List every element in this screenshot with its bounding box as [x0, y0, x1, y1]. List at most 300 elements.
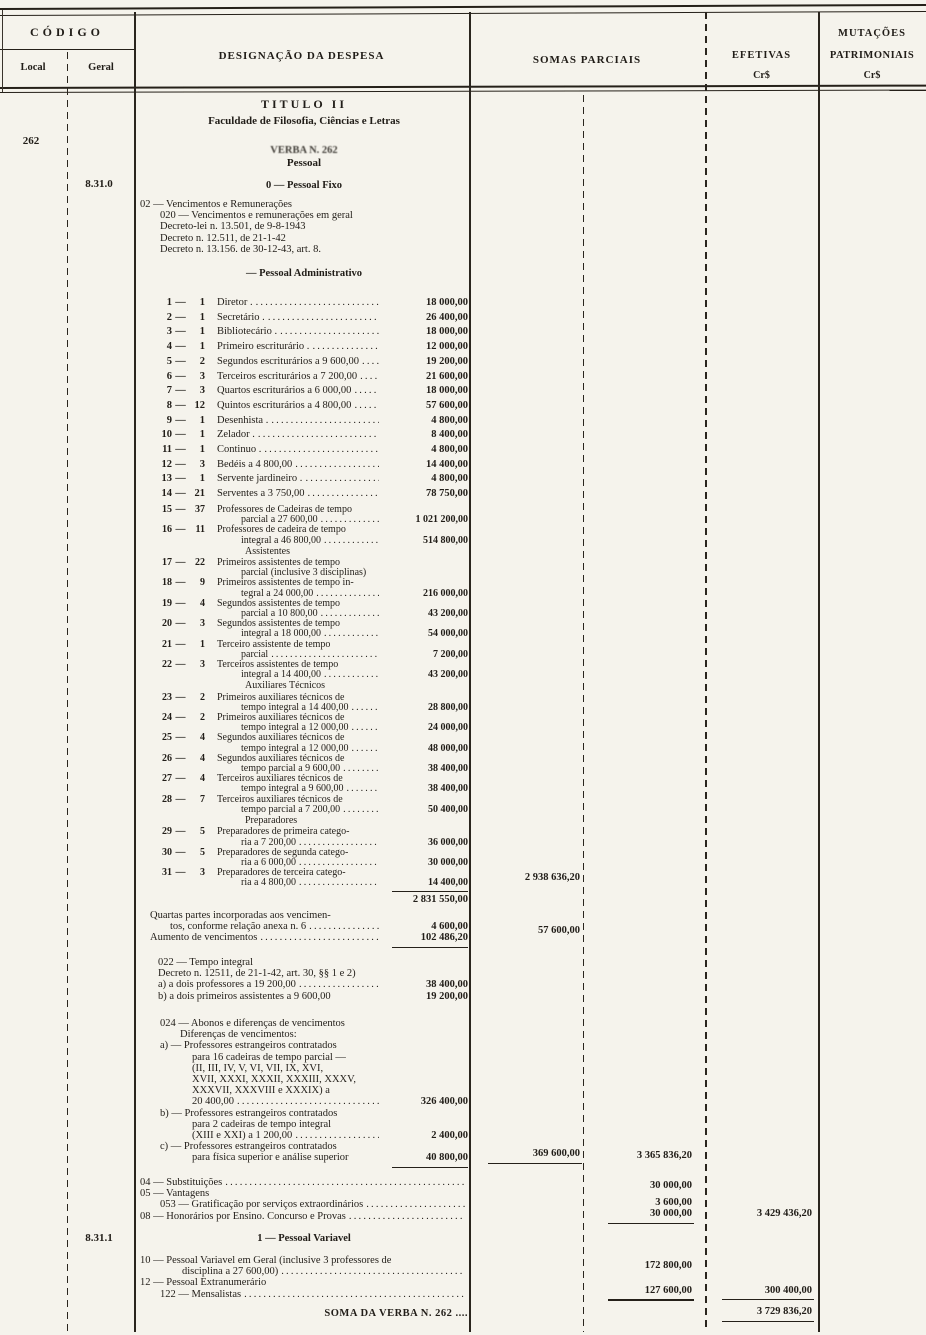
staff-row-number: 7 — 3	[155, 384, 209, 399]
staff-row	[155, 774, 468, 794]
staff-row-qty: 4	[200, 732, 205, 744]
header-rule-outer	[0, 85, 926, 89]
staff-row-label: Terceiros assistentes de tempo	[217, 659, 339, 671]
staff-row-qty: 1	[199, 326, 205, 338]
staff-row-qty: 1	[199, 297, 205, 308]
section-022-decreto: Decreto n. 12511, de 21-1-42, art. 30, §§ 1 e 2)	[158, 968, 356, 980]
dot-leader	[280, 325, 379, 340]
staff-row-label: Desenhista .	[217, 414, 269, 426]
staff-row-label2: parcial a 27 600,00	[241, 514, 318, 526]
staff-row	[155, 827, 468, 847]
section-022-heading: 022 — Tempo integral	[158, 957, 254, 968]
staff-row	[155, 443, 468, 458]
header-mutacoes-currency: Cr$	[863, 70, 881, 81]
somas-a-rule	[488, 1163, 582, 1164]
staff-row	[155, 578, 468, 598]
staff-row-amount: 78 750,00	[426, 488, 468, 500]
staff-row	[155, 399, 468, 414]
section-024-a1: a) — Professores estrangeiros contratados	[160, 1040, 337, 1052]
staff-row-label: Secretário .	[217, 311, 265, 323]
dot-leader	[299, 979, 379, 990]
staff-row	[155, 558, 468, 578]
staff-row-amount: 19 200,00	[426, 355, 468, 367]
efetivas-total-amount: 3 729 836,20	[756, 1306, 812, 1317]
staff-row-label2: ria a 4 800,00	[241, 877, 296, 889]
staff-row-number: 25 — 4	[162, 732, 205, 744]
somas-024-amount: 369 600,00	[532, 1148, 580, 1159]
code-geral-8311: 8.31.1	[85, 1232, 113, 1244]
dot-leader	[366, 1199, 465, 1210]
row-08-label: 08 — Honorários por Ensino. Concurso e Provas	[140, 1210, 346, 1222]
section-024-c2: para física superior e análise superior	[192, 1152, 349, 1164]
staff-row-number: 6 — 3	[155, 370, 209, 385]
top-rule-outer	[0, 4, 926, 10]
section-024-amount-c: 40 800,00	[426, 1152, 468, 1164]
staff-row-amount: 28 800,00	[428, 701, 468, 713]
staff-row-label: Segundos auxiliares técnicos de	[217, 732, 345, 744]
dot-leader	[264, 443, 379, 458]
staff-row-qty: 5	[200, 846, 205, 858]
staff-row-label: Primeiros assistentes de tempo in-	[217, 577, 354, 589]
header-rule-inner	[0, 90, 926, 93]
faculdade-heading: Faculdade de Filosofia, Ciências e Letras	[208, 115, 400, 127]
dot-leader	[244, 1289, 465, 1300]
dot-leader	[281, 1266, 465, 1277]
section-020-heading: 020 — Vencimentos e remunerações em geral	[160, 210, 353, 222]
staff-row-label: Serventes a 3 750,00	[217, 488, 305, 500]
somas-122-amount: 127 600,00	[644, 1285, 692, 1296]
row-122-label: 122 — Mensalistas	[160, 1288, 242, 1300]
efetivas-mutacoes-divider	[818, 12, 820, 1332]
staff-row-number: 1 — 1	[155, 296, 209, 311]
section-024	[160, 1018, 468, 1164]
somas-10-amount: 172 800,00	[644, 1260, 692, 1271]
row-12-label: 12 — Pessoal Extranumerário	[140, 1277, 267, 1289]
section-024-b3: (XIII e XXI) a 1 200,00	[192, 1130, 293, 1142]
staff-row-number: 12 — 3	[155, 458, 209, 473]
quartas-rule	[392, 947, 468, 948]
code-geral-8310: 8.31.0	[85, 178, 113, 190]
dot-leader	[354, 384, 379, 399]
staff-row-label: Professores de Cadeiras de tempo	[217, 504, 352, 515]
header-local: Local	[20, 62, 46, 73]
efetivas-fixo-amount: 3 429 436,20	[756, 1208, 812, 1219]
staff-row-label: Preparadores de primeira catego-	[217, 826, 350, 838]
staff-row-label: Continuo .	[217, 444, 262, 456]
somas-b-rule-2	[608, 1299, 694, 1301]
code-local-262: 262	[22, 135, 40, 147]
row-053-label: 053 — Gratificação por serviços extraordinários	[160, 1199, 364, 1211]
staff-row-qty: 4	[200, 752, 205, 764]
dot-leader	[346, 784, 379, 794]
staff-row-label2: parcial a 10 800,00	[241, 608, 318, 620]
section-variavel	[140, 1255, 468, 1300]
dot-leader	[343, 805, 379, 815]
staff-row-amount: 7 200,00	[433, 648, 468, 660]
staff-row-qty: 3	[200, 659, 205, 671]
staff-row-amount: 4 800,00	[431, 414, 468, 426]
staff-row-label2: integral a 18 000,00	[241, 628, 321, 640]
staff-row	[155, 296, 468, 311]
staff-row	[155, 311, 468, 326]
dot-leader	[312, 340, 379, 355]
staff-row	[155, 525, 468, 545]
staff-row-qty: 7	[200, 793, 205, 805]
staff-row-label: Terceiros auxiliares técnicos de	[217, 793, 343, 805]
staff-row-number: 22 — 3	[162, 659, 205, 671]
aumento-amount: 102 486,20	[420, 932, 468, 944]
staff-row	[155, 487, 468, 502]
dot-leader	[237, 1096, 379, 1107]
header-mutacoes-line2: PATRIMONIAIS	[829, 50, 915, 61]
dot-leader	[343, 764, 379, 774]
staff-row	[155, 414, 468, 429]
staff-row	[155, 458, 468, 473]
staff-row-number: 23 — 2	[162, 691, 205, 703]
staff-group-label: Preparadores	[245, 815, 298, 827]
row-10-line1: 10 — Pessoal Variavel em Geral (inclusive 3 professores de	[140, 1255, 392, 1266]
staff-row	[155, 505, 468, 525]
staff-row-qty: 37	[195, 504, 205, 515]
section-024-a6: 20 400,00	[192, 1096, 234, 1108]
staff-row-label2: integral a 14 400,00	[241, 669, 321, 681]
staff-row-label2: tempo parcial a 9 600,00	[241, 763, 341, 775]
dot-leader	[360, 370, 379, 385]
somas-inner-divider	[583, 95, 584, 1332]
dot-leader	[351, 703, 379, 713]
staff-row-amount: 26 400,00	[426, 311, 468, 323]
staff-row-label: Zelador .	[217, 429, 255, 441]
codigo-designacao-divider	[134, 12, 136, 1332]
staff-row	[155, 355, 468, 370]
staff-row-label: Bedéis a 4 800,00	[217, 458, 293, 470]
section-022-item-a: a) a dois professores a 19 200,00	[158, 979, 296, 991]
staff-row-qty: 5	[200, 826, 205, 838]
staff-row-label2: ria a 7 200,00	[241, 836, 296, 848]
staff-row-qty: 1	[199, 341, 205, 353]
staff-row-label: Primeiro escriturário .	[217, 341, 310, 353]
row-04-label: 04 — Substituições	[140, 1177, 223, 1188]
section-022-item-b: b) a dois primeiros assistentes a 9 600,00	[158, 990, 331, 1002]
decreto-2: Decreto n. 12.511, de 21-1-42	[160, 232, 286, 244]
staff-row-label: Preparadores de segunda catego-	[217, 846, 349, 858]
staff-row-qty: 4	[200, 597, 205, 609]
staff-row	[155, 428, 468, 443]
staff-row-amount: 18 000,00	[426, 385, 468, 397]
left-edge-rule	[2, 10, 3, 92]
staff-row-number: 20 — 3	[162, 618, 205, 630]
pessoal-variavel-heading: 1 — Pessoal Variavel	[257, 1233, 351, 1244]
staff-row-number: 16 — 11	[162, 524, 205, 536]
somas-053-amount: 3 600,00	[655, 1197, 692, 1208]
staff-row-label: Primeiros auxiliares técnicos de	[217, 691, 345, 703]
staff-row-label: Segundos assistentes de tempo	[217, 618, 341, 630]
staff-row-label: Quartos escriturários a 6 000,00	[217, 385, 352, 397]
staff-row-qty: 3	[200, 618, 205, 630]
staff-row-amount: 4 800,00	[431, 473, 468, 485]
staff-row-qty: 4	[200, 773, 205, 785]
section-02-heading: 02 — Vencimentos e Remunerações	[140, 199, 293, 210]
staff-row	[155, 713, 468, 733]
staff-row-qty: 1	[199, 473, 205, 485]
dot-leader	[305, 472, 379, 487]
staff-row-amount: 18 000,00	[426, 297, 468, 308]
staff-row-qty: 3	[199, 385, 205, 397]
section-022-amount-a: 38 400,00	[426, 979, 468, 991]
row-05-label: 05 — Vantagens	[140, 1188, 210, 1200]
staff-row-qty: 3	[199, 370, 205, 382]
staff-row-number: 31 — 3	[162, 867, 205, 879]
header-somas-parciais: SOMAS PARCIAIS	[532, 54, 642, 66]
staff-row-label2: tempo integral a 12 000,00	[241, 722, 349, 734]
staff-row-label2: tegral a 24 000,00	[241, 587, 314, 599]
staff-row-number: 28 — 7	[162, 793, 205, 805]
staff-row-label: Quintos escriturários a 4 800,00	[217, 399, 352, 411]
header-efetivas-currency: Cr$	[753, 70, 770, 81]
staff-row-number: 29 — 5	[162, 826, 205, 838]
staff-row-label2: tempo integral a 9 600,00	[241, 783, 344, 795]
staff-row-label: Segundos assistentes de tempo	[217, 597, 341, 609]
staff-list-admin	[155, 296, 468, 502]
dot-leader	[271, 414, 379, 429]
staff-row-amount: 43 200,00	[428, 608, 468, 620]
staff-row-label: Bibliotecário .	[217, 326, 278, 338]
dot-leader	[260, 932, 379, 943]
dot-leader	[362, 355, 379, 370]
staff-row-number: 2 — 1	[155, 311, 209, 326]
somas-fixo-amount: 2 938 636,20	[524, 872, 580, 883]
staff-row-label: Terceiros escriturários a 7 200,00	[217, 370, 358, 382]
staff-row-qty: 1	[200, 638, 205, 650]
dot-leader	[324, 670, 379, 680]
staff-row-label: Diretor .	[217, 297, 253, 308]
section-02	[140, 199, 468, 255]
top-rule-inner	[0, 11, 926, 16]
section-022	[158, 957, 468, 1002]
section-024-b2: para 2 cadeiras de tempo integral	[192, 1118, 332, 1130]
header-mutacoes-line1: MUTAÇÕES	[838, 28, 906, 39]
staff-row-qty: 2	[200, 712, 205, 724]
staff-row-number: 4 — 1	[155, 340, 209, 355]
dot-leader	[324, 629, 379, 639]
dot-leader	[324, 536, 379, 546]
soma-da-verba-label: SOMA DA VERBA N. 262 ....	[324, 1308, 468, 1319]
staff-row-number: 5 — 2	[155, 355, 209, 370]
staff-row-label: Servente jardineiro .	[217, 473, 303, 485]
staff-row-amount: 14 400,00	[428, 877, 468, 889]
staff-row-amount: 1 021 200,00	[415, 514, 468, 526]
staff-row-amount: 24 000,00	[428, 722, 468, 734]
somas-aumento-amount: 57 600,00	[538, 925, 580, 936]
staff-row-qty: 22	[195, 557, 205, 569]
somas-b-rule-1	[608, 1223, 694, 1224]
decreto-1: Decreto-lei n. 13.501, de 9-8-1943	[160, 221, 306, 233]
staff-row-amount: 514 800,00	[423, 534, 468, 546]
staff-row-number: 18 — 9	[162, 577, 205, 589]
dot-leader	[354, 399, 379, 414]
staff-row-qty: 3	[199, 458, 205, 470]
dot-leader	[299, 878, 379, 888]
staff-row-label2: tempo integral a 14 400,00	[241, 701, 349, 713]
staff-row-amount: 30 000,00	[428, 856, 468, 868]
staff-row-label: Preparadores de terceira catego-	[217, 867, 346, 879]
staff-row	[155, 693, 468, 713]
dot-leader	[295, 458, 379, 473]
staff-row-label: Primeiros auxiliares técnicos de	[217, 712, 345, 724]
staff-row	[155, 370, 468, 385]
section-024-amount-a: 326 400,00	[420, 1096, 468, 1108]
staff-row-number: 10 — 1	[155, 428, 209, 443]
aumento-label: Aumento de vencimentos	[150, 932, 258, 944]
header-codigo: CÓDIGO	[29, 25, 104, 39]
dot-leader	[268, 311, 379, 326]
staff-row	[155, 325, 468, 340]
staff-row-qty: 1	[199, 444, 205, 456]
staff-row-amount: 36 000,00	[428, 836, 468, 848]
staff-row	[155, 733, 468, 753]
dot-leader	[256, 296, 379, 311]
staff-row	[155, 795, 468, 815]
pessoal-fixo-heading: 0 — Pessoal Fixo	[265, 180, 343, 191]
titulo-heading: TITULO II	[260, 97, 348, 111]
staff-row-amount: 8 400,00	[431, 429, 468, 441]
staff-row-amount: 38 400,00	[428, 763, 468, 775]
staff-row	[155, 340, 468, 355]
somas-04-amount: 30 000,00	[650, 1180, 692, 1191]
staff-row-qty: 1	[199, 311, 205, 323]
quartas-line1: Quartas partes incorporadas aos vencimen-	[150, 910, 331, 921]
dot-leader	[351, 744, 379, 754]
staff-row-number: 27 — 4	[162, 773, 205, 785]
staff-row-amount: 57 600,00	[426, 399, 468, 411]
staff-row-label: Primeiros assistentes de tempo	[217, 557, 341, 569]
header-geral: Geral	[88, 62, 114, 73]
dot-leader	[349, 1211, 465, 1222]
dot-leader	[307, 487, 379, 502]
section-024-b1: b) — Professores estrangeiros contratados	[160, 1107, 338, 1119]
staff-row	[155, 384, 468, 399]
designacao-somas-divider	[469, 12, 471, 1332]
staff-row-amount: 14 400,00	[426, 458, 468, 470]
dot-leader	[351, 723, 379, 733]
staff-row-label: Segundos auxiliares técnicos de	[217, 752, 345, 764]
section-024-sub: Diferenças de vencimentos:	[180, 1029, 297, 1041]
staff-row-number: 11 — 1	[155, 443, 209, 458]
staff-row-label: Terceiro assistente de tempo	[217, 638, 331, 650]
verba-heading: VERBA N. 262	[270, 145, 338, 156]
efetivas-rule-2	[722, 1321, 814, 1322]
subtotal-amount: 2 831 550,00	[412, 894, 468, 905]
staff-row-amount: 48 000,00	[428, 742, 468, 754]
staff-row-amount: 54 000,00	[428, 628, 468, 640]
section-024-heading: 024 — Abonos e diferenças de vencimentos	[160, 1018, 345, 1029]
staff-row-label2: integral a 46 800,00	[241, 534, 321, 546]
staff-row-qty: 2	[200, 691, 205, 703]
staff-row-number: 19 — 4	[162, 597, 205, 609]
pessoal-heading: Pessoal	[286, 157, 322, 169]
section-024-amount-b: 2 400,00	[431, 1130, 468, 1142]
section-022-amount-b: 19 200,00	[426, 990, 468, 1002]
section-024-a2: para 16 cadeiras de tempo parcial —	[192, 1051, 346, 1063]
staff-list-professores	[155, 505, 468, 889]
section-024-a4: XVII, XXXI, XXXII, XXXIII, XXXV,	[192, 1074, 356, 1086]
header-efetivas: EFETIVAS	[731, 50, 792, 61]
staff-row-number: 9 — 1	[155, 414, 209, 429]
efetivas-variavel-amount: 300 400,00	[764, 1285, 812, 1296]
quartas-partes-block	[150, 910, 468, 944]
subtotal-rule	[392, 891, 468, 892]
dot-leader	[295, 1130, 379, 1141]
staff-row	[155, 868, 468, 888]
codigo-underline	[0, 49, 134, 50]
section-024-c1: c) — Professores estrangeiros contratados	[160, 1141, 337, 1153]
dot-leader	[225, 1177, 465, 1188]
dot-leader	[258, 428, 379, 443]
staff-row-amount: 21 600,00	[426, 370, 468, 382]
row-10-line2: disciplina a 27 600,00)	[182, 1266, 279, 1278]
staff-row-qty: 2	[199, 355, 205, 367]
staff-row-label: Segundos escriturários a 9 600,00	[217, 355, 360, 367]
staff-row-qty: 9	[200, 577, 205, 589]
staff-row-number: 26 — 4	[162, 752, 205, 764]
somas-08-amount: 30 000,00	[650, 1208, 692, 1219]
quartas-line2: tos, conforme relação anexa n. 6	[170, 921, 307, 933]
staff-row-amount: 4 800,00	[431, 444, 468, 456]
staff-row-number: 24 — 2	[162, 712, 205, 724]
staff-group-label: Auxiliares Técnicos	[245, 680, 326, 692]
staff-row	[155, 599, 468, 619]
staff-row	[155, 660, 468, 680]
staff-row-qty: 21	[194, 488, 205, 500]
staff-row-label2: tempo parcial a 7 200,00	[241, 803, 341, 815]
staff-row-label2: ria a 6 000,00	[241, 856, 296, 868]
section-024-a5: XXXVII, XXXVIII e XXXIX) a	[192, 1085, 330, 1097]
staff-row-amount: 18 000,00	[426, 326, 468, 338]
section-024-rule	[392, 1167, 468, 1168]
staff-row-number: 17 — 22	[162, 557, 205, 569]
somas-total-024-amount: 3 365 836,20	[636, 1150, 692, 1161]
staff-row-qty: 12	[194, 399, 205, 411]
staff-row	[155, 848, 468, 868]
staff-row-qty: 11	[195, 524, 205, 536]
staff-row-amount: 216 000,00	[423, 587, 468, 599]
quartas-amount: 4 600,00	[431, 921, 468, 933]
staff-row-amount: 43 200,00	[428, 669, 468, 681]
staff-row	[155, 754, 468, 774]
section-04-08	[140, 1177, 468, 1222]
dot-leader	[309, 921, 379, 932]
staff-row-label: Professores de cadeira de tempo	[217, 524, 346, 536]
staff-row-number: 15 — 37	[162, 504, 205, 515]
staff-row-label2: parcial	[241, 648, 269, 660]
decreto-3: Decreto n. 13.156. de 30-12-43, art. 8.	[160, 243, 321, 255]
staff-group-label: Assistentes	[245, 545, 290, 557]
staff-row-number: 13 — 1	[155, 472, 209, 487]
staff-row	[155, 472, 468, 487]
staff-row-qty: 1	[199, 414, 205, 426]
header-designacao: DESIGNAÇÃO DA DESPESA	[218, 50, 385, 62]
pessoal-administrativo-label: — Pessoal Administrativo	[245, 268, 363, 279]
staff-row-label2: parcial (inclusive 3 disciplinas)	[241, 567, 367, 579]
staff-row-number: 30 — 5	[162, 846, 205, 858]
staff-row-qty: 3	[200, 867, 205, 879]
staff-row-qty: 1	[199, 429, 205, 441]
staff-row-amount: 38 400,00	[428, 783, 468, 795]
efetivas-rule-1	[722, 1299, 814, 1300]
staff-row-amount: 50 400,00	[428, 803, 468, 815]
staff-row	[155, 619, 468, 639]
staff-row-number: 14 — 21	[155, 487, 209, 502]
